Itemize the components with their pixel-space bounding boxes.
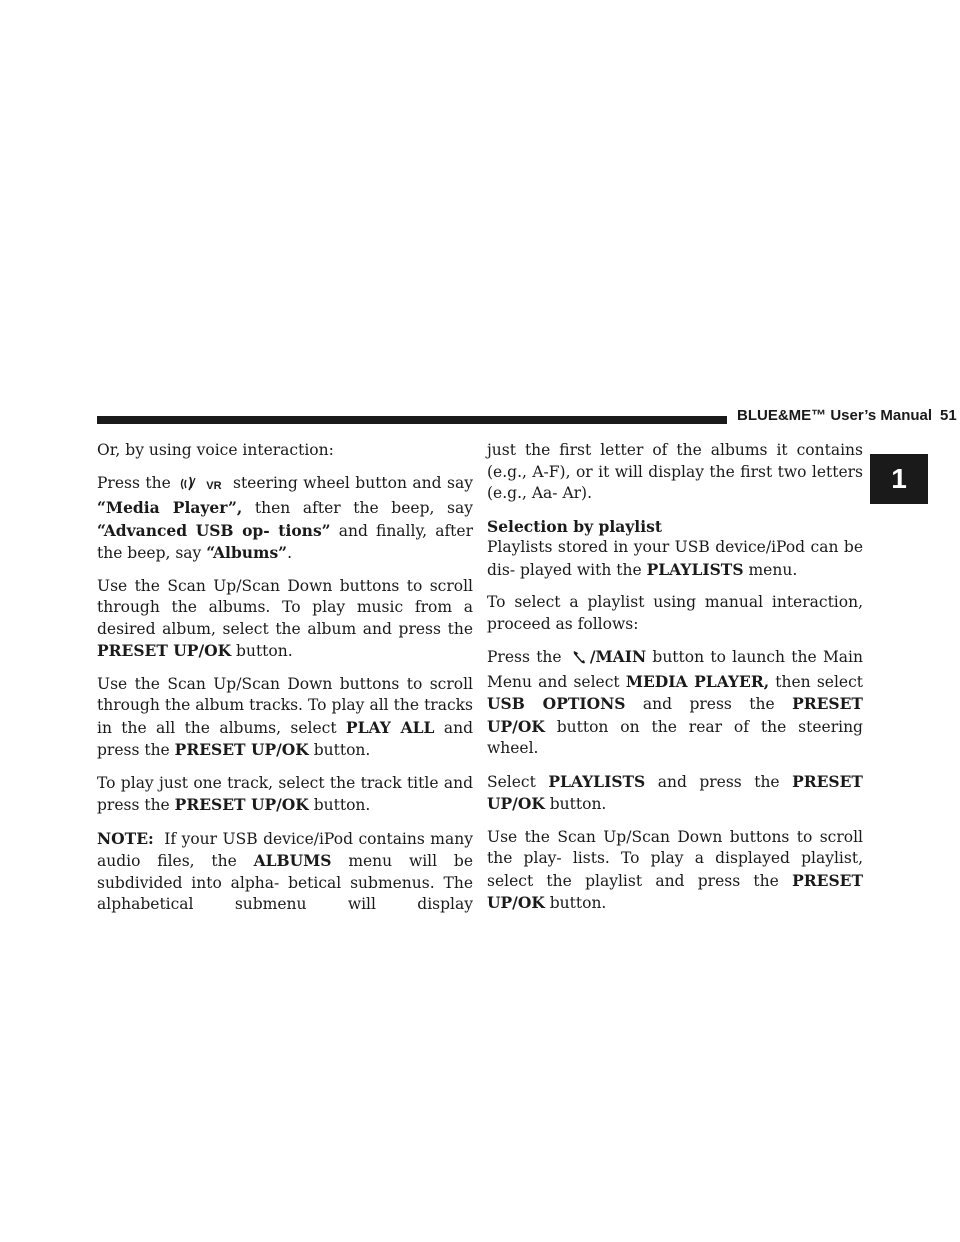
menu-item-name: MEDIA PLAYER, <box>625 671 770 691</box>
button-name: PRESET UP/OK <box>487 694 863 736</box>
text: then select <box>775 672 863 691</box>
text: To select a playlist using manual interaction, proceed as follows: <box>487 593 863 633</box>
button-name: /MAIN <box>589 647 647 666</box>
paragraph <box>97 674 473 762</box>
paragraph <box>97 473 473 565</box>
phone-icon <box>572 649 586 671</box>
chapter-number: 1 <box>891 463 907 494</box>
note-paragraph <box>97 828 473 916</box>
paragraph <box>97 576 473 663</box>
paragraph <box>487 827 863 915</box>
text: steering wheel button and say <box>233 473 473 492</box>
text: Use the Scan Up/Scan Down buttons to scroll through the album tracks. To play all the tracks in the all the albums, select <box>97 674 473 737</box>
note-label: NOTE: <box>97 828 154 848</box>
text: and press the <box>657 772 780 791</box>
paragraph <box>487 440 863 505</box>
menu-item-name: PLAY ALL <box>345 717 435 737</box>
text: Select <box>487 772 536 791</box>
text: then after the beep, say <box>254 499 473 517</box>
header-rule <box>97 416 727 424</box>
page-number: 51 <box>940 407 957 424</box>
paragraph <box>487 771 863 816</box>
paragraph <box>487 592 863 635</box>
text: button. <box>549 894 607 912</box>
text: and finally, after the beep, say <box>97 521 473 562</box>
command-text: “Advanced USB op- tions” <box>97 520 331 540</box>
chapter-tab <box>870 454 928 504</box>
text: and press the <box>642 695 775 713</box>
left-column <box>97 440 473 927</box>
text: just the first letter of the albums it contains (e.g., A-F), or it will display the first two letters (e.g., Aa- Ar). <box>487 441 863 502</box>
paragraph <box>97 440 473 462</box>
text: button on the rear of the steering wheel. <box>487 717 863 757</box>
text: If your USB device/iPod contains many audio files, the <box>97 829 473 870</box>
text: menu. <box>748 560 798 579</box>
button-name: PRESET UP/OK <box>487 771 863 813</box>
text: Playlists stored in your USB device/iPod can be dis- played with the <box>487 538 863 579</box>
vr-icon-label: VR <box>206 479 222 492</box>
text: Use the Scan Up/Scan Down buttons to scroll the play- lists. To play a displayed playlist, select the playlist and press the <box>487 827 863 890</box>
text: Use the Scan Up/Scan Down buttons to scroll through the albums. To play music from a desired album, select the album and press the <box>97 576 473 638</box>
voice-recognition-icon <box>180 475 223 498</box>
text: button. <box>313 796 371 814</box>
text: menu will be subdivided into alpha- betical submenus. The alphabetical submenu will display <box>97 852 473 913</box>
text: . <box>287 544 293 562</box>
text: Press the <box>97 473 171 492</box>
text: Press the <box>487 648 562 666</box>
menu-item-name: PLAYLISTS <box>548 771 646 791</box>
right-column <box>487 440 863 926</box>
text: button. <box>236 642 293 660</box>
text: and press the <box>97 718 473 759</box>
button-name: PRESET UP/OK <box>487 870 863 912</box>
command-text: “Media Player”, <box>97 498 243 517</box>
button-name: PRESET UP/OK <box>174 795 309 814</box>
paragraph <box>487 646 863 760</box>
button-name: PRESET UP/OK <box>174 740 309 759</box>
text: button. <box>549 795 607 813</box>
menu-item-name: USB OPTIONS <box>487 694 626 713</box>
paragraph <box>487 537 863 581</box>
menu-name: ALBUMS <box>253 851 332 870</box>
running-header <box>737 407 957 424</box>
section-heading: Selection by playlist <box>487 516 662 536</box>
paragraph <box>97 773 473 817</box>
command-text: “Albums” <box>206 543 288 562</box>
menu-name: PLAYLISTS <box>646 559 744 579</box>
manual-title: BLUE&ME™ User’s Manual <box>737 407 933 424</box>
text: Or, by using voice interaction: <box>97 441 334 459</box>
button-name: PRESET UP/OK <box>97 641 232 660</box>
text: button to launch the Main Menu and select <box>487 648 863 691</box>
text: To play just one track, select the track title and press the <box>97 773 473 814</box>
text: button. <box>313 741 371 759</box>
